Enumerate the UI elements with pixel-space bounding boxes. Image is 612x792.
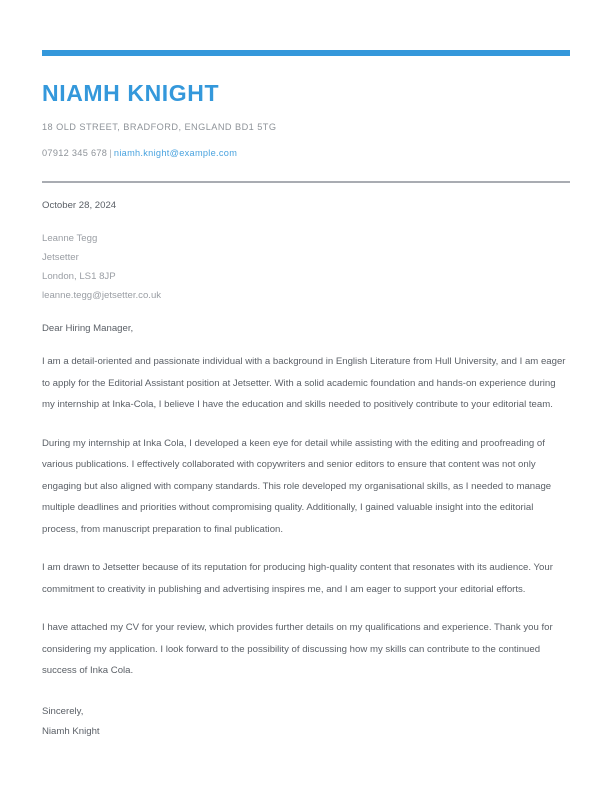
recipient-address: London, LS1 8JP	[42, 271, 116, 283]
signature-name: Niamh Knight	[42, 725, 100, 737]
sender-email-link[interactable]: niamh.knight@example.com	[113, 148, 238, 159]
letter-content	[42, 0, 570, 742]
recipient-company: Jetsetter	[42, 252, 79, 264]
header-accent-bar	[42, 50, 570, 56]
closing-salutation: Sincerely,	[42, 705, 84, 717]
recipient-block	[42, 229, 570, 305]
header-divider	[42, 181, 570, 183]
recipient-name: Leanne Tegg	[42, 233, 98, 245]
sender-contact-line	[42, 148, 570, 158]
closing-block	[42, 702, 570, 742]
page-title: NIAMH KNIGHT	[42, 80, 220, 106]
sender-phone: 07912 345 678	[42, 148, 108, 159]
body-paragraph-4: I have attached my CV for your review, which provides further details on my qualifications and experience. Thank you for considering my application. I look forward to the possibility of discussing how my skills can contribute to the continued success of Inka Cola.	[42, 622, 553, 677]
body-paragraph-2: During my internship at Inka Cola, I developed a keen eye for detail while assisting with the editing and proofreading of various publications. I effectively collaborated with copywriters and senior editors to ensure that content was not only engaging but also aligned with company standards. This role developed my organisational skills, as I needed to manage multiple deadlines and priorities without compromising quality. Additionally, I gained valuable insight into the editorial process, from manuscript preparation to final publication.	[42, 437, 552, 535]
sender-address: 18 OLD STREET, BRADFORD, ENGLAND BD1 5TG	[42, 122, 277, 133]
recipient-email: leanne.tegg@jetsetter.co.uk	[42, 290, 162, 302]
body-paragraph-3: I am drawn to Jetsetter because of its reputation for producing high-quality content that resonates with its audience. Your commitment to creativity in publishing and advertising inspires me, and I am eager to support your editorial efforts.	[42, 562, 553, 595]
body-paragraph-1: I am a detail-oriented and passionate individual with a background in English Literature from Hull University, and I am eager to apply for the Editorial Assistant position at Jetsetter. With a solid academic foundation and hands-on experience during my internship at Inka-Cola, I believe I have the education and skills needed to positively contribute to your editorial team.	[42, 356, 566, 411]
salutation: Dear Hiring Manager,	[42, 323, 134, 335]
contact-separator: |	[109, 148, 112, 159]
letter-date: October 28, 2024	[42, 200, 117, 212]
